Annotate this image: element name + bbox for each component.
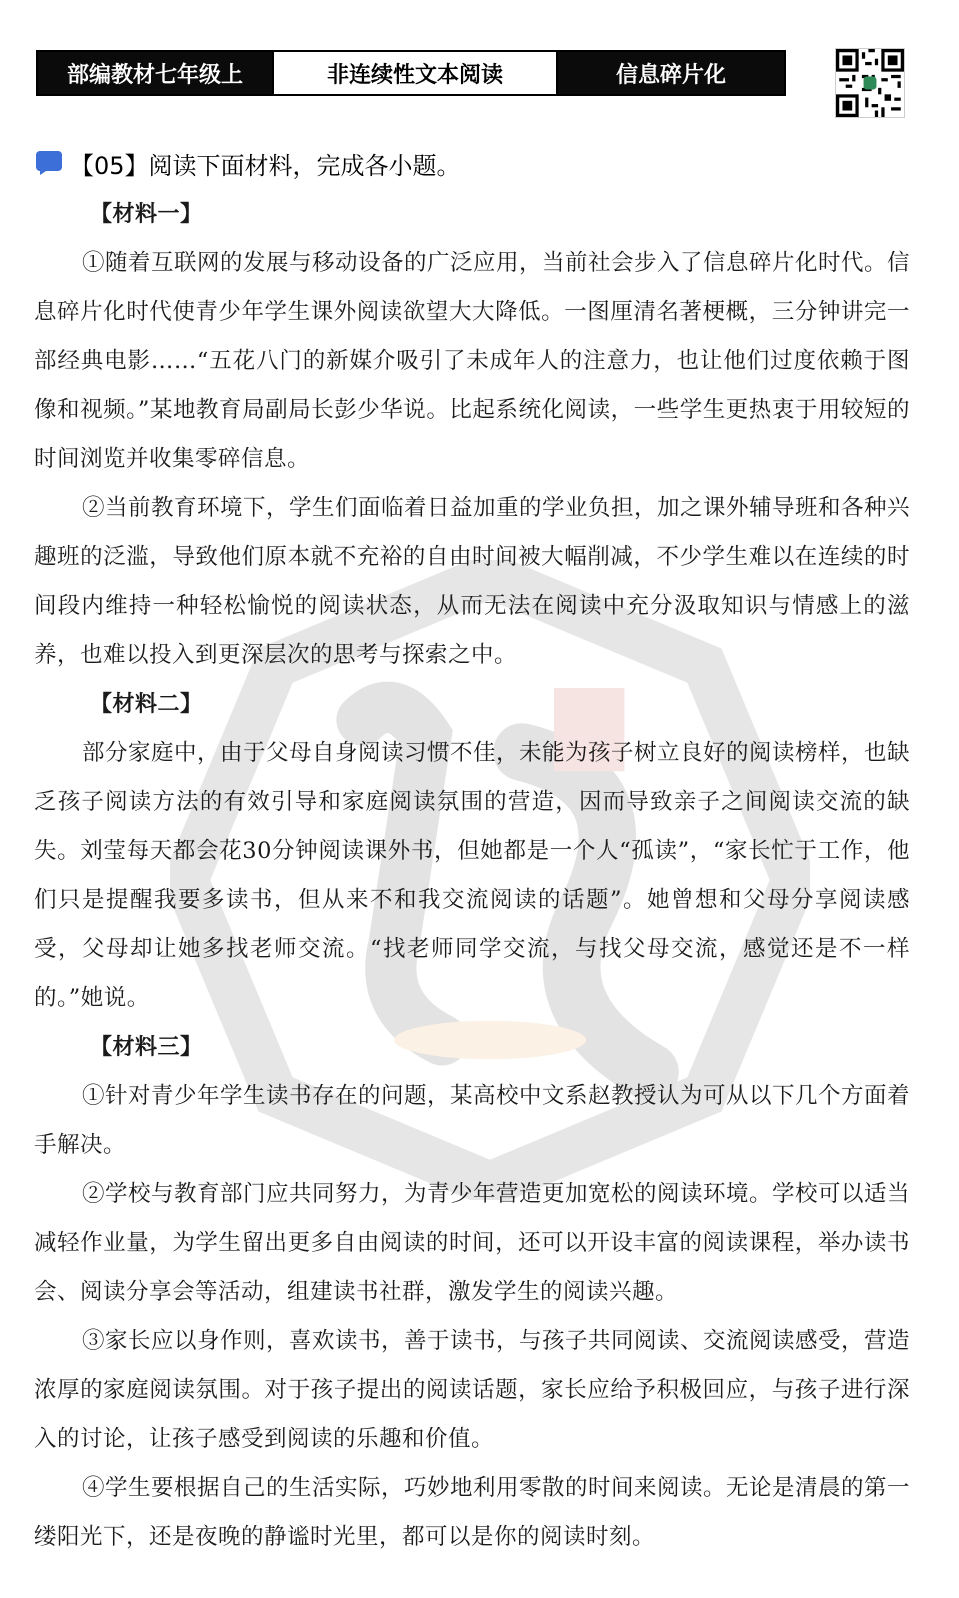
material-1-heading: 【材料一】	[90, 202, 203, 227]
material-3-heading: 【材料三】	[90, 1035, 203, 1060]
header-bar	[36, 50, 786, 96]
material-1-paragraph-2: ②当前教育环境下，学生们面临着日益加重的学业负担，加之课外辅导班和各种兴趣班的泛滥，导致他们原本就不充裕的自由时间被大幅削减，不少学生难以在连续的时间段内维持一种轻松愉悦的阅读状态，从而无法在阅读中充分汲取知识与情感上的滋养，也难以投入到更深层次的思考与探索之中。	[34, 495, 911, 668]
qr-code-icon	[835, 48, 905, 118]
material-3-paragraph-4: ④学生要根据自己的生活实际，巧妙地利用零散的时间来阅读。无论是清晨的第一缕阳光下，还是夜晚的静谧时光里，都可以是你的阅读时刻。	[34, 1475, 911, 1550]
material-3-paragraph-3: ③家长应以身作则，喜欢读书，善于读书，与孩子共同阅读、交流阅读感受，营造浓厚的家庭阅读氛围。对于孩子提出的阅读话题，家长应给予积极回应，与孩子进行深入的讨论，让孩子感受到阅读的乐趣和价值。	[34, 1328, 911, 1452]
question-marker-icon	[36, 151, 64, 175]
material-3-paragraph-1: ①针对青少年学生读书存在的问题，某高校中文系赵教授认为可从以下几个方面着手解决。	[34, 1083, 911, 1158]
header-grade: 部编教材七年级上	[38, 52, 272, 94]
material-1-paragraph-1: ①随着互联网的发展与移动设备的广泛应用，当前社会步入了信息碎片化时代。信息碎片化时代使青少年学生课外阅读欲望大大降低。一图厘清名著梗概，三分钟讲完一部经典电影……“五花八门的新媒介吸引了未成年人的注意力，也让他们过度依赖于图像和视频。”某地教育局副局长彭少华说。比起系统化阅读，一些学生更热衷于用较短的时间浏览并收集零碎信息。	[34, 250, 911, 472]
material-3-paragraph-2: ②学校与教育部门应共同努力，为青少年营造更加宽松的阅读环境。学校可以适当减轻作业量，为学生留出更多自由阅读的时间，还可以开设丰富的阅读课程，举办读书会、阅读分享会等活动，组建读书社群，激发学生的阅读兴趣。	[34, 1181, 911, 1305]
header-topic: 非连续性文本阅读	[272, 52, 558, 94]
material-2-heading: 【材料二】	[90, 692, 203, 717]
question-title	[36, 145, 916, 181]
header-theme: 信息碎片化	[558, 52, 784, 94]
reading-materials	[34, 190, 910, 1562]
material-2-paragraph-1: 部分家庭中，由于父母自身阅读习惯不佳，未能为孩子树立良好的阅读榜样，也缺乏孩子阅读方法的有效引导和家庭阅读氛围的营造，因而导致亲子之间阅读交流的缺失。刘莹每天都会花30分钟阅读课外书，但她都是一个人“孤读”，“家长忙于工作，他们只是提醒我要多读书，但从来不和我交流阅读的话题”。她曾想和父母分享阅读感受，父母却让她多找老师交流。“找老师同学交流，与找父母交流，感觉还是不一样的。”她说。	[34, 740, 911, 1011]
question-label: 【05】阅读下面材料，完成各小题。	[70, 151, 461, 180]
